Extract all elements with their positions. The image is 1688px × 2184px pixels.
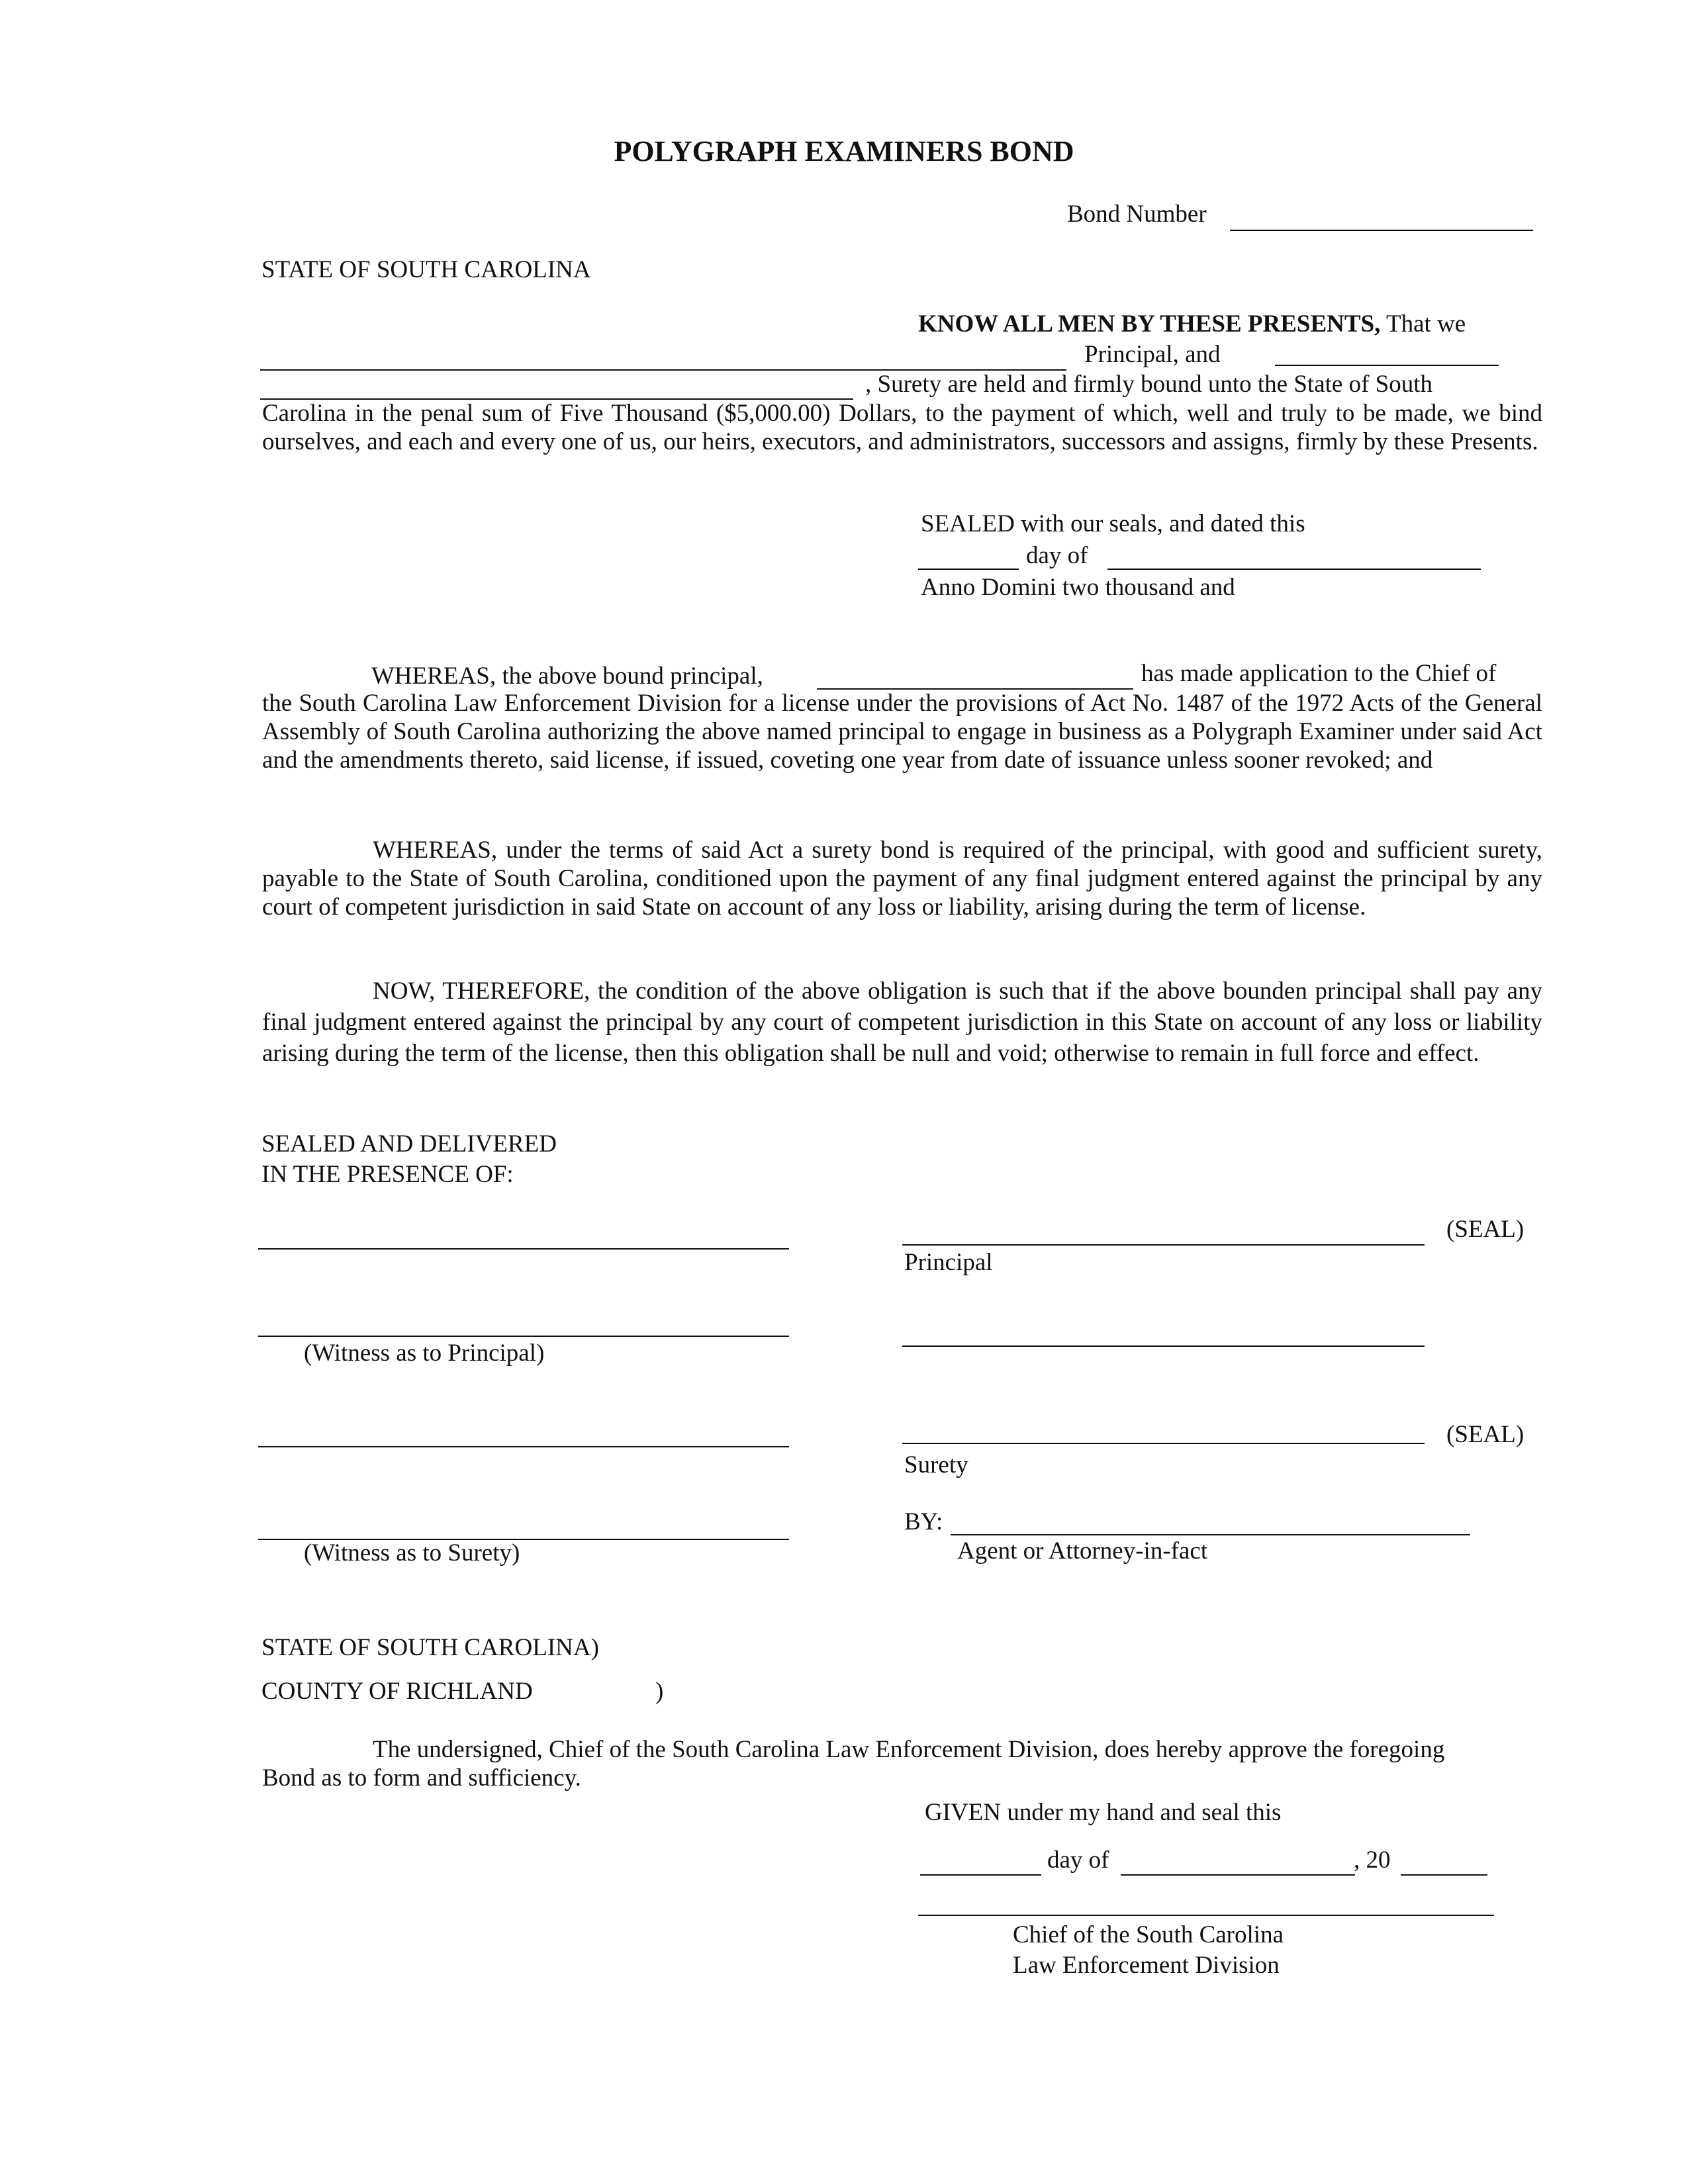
now-therefore-paragraph: NOW, THEREFORE, the condition of the above obligation is such that if the above bounden principal shall pay any final judgment entered against the principal by any court of competent jurisdiction in this State on account of any loss or liability arising during the term of the license, then this obligation shall be null and void; otherwise to remain in full force and effect.	[262, 978, 1542, 1067]
chief-line1: Chief of the South Carolina	[1013, 1921, 1284, 1948]
surety-signature-field[interactable]	[902, 1443, 1425, 1444]
venue-county-paren: )	[655, 1678, 664, 1705]
anno-domini-text: Anno Domini two thousand and	[921, 574, 1235, 601]
witness-principal-signature-2[interactable]	[258, 1336, 789, 1337]
given-year-prefix: , 20	[1354, 1846, 1391, 1874]
state-header: STATE OF SOUTH CAROLINA	[261, 256, 591, 283]
whereas1-body: the South Carolina Law Enforcement Division for a license under the provisions of Act No. 1487 of the 1972 Acts of the General Assembly of South Carolina authorizing the above named principal to engage in business as a Polygraph Examiner under said Act and the amendments thereto, said license, if issued, coveting one year from date of issuance unless sooner revoked; and	[262, 690, 1542, 774]
chief-signature-field[interactable]	[918, 1915, 1494, 1916]
sealed-delivered-line2: IN THE PRESENCE OF:	[261, 1161, 514, 1188]
surety-label: Surety	[904, 1451, 968, 1479]
sealed-day-field[interactable]	[918, 569, 1019, 570]
principal-signature-extra[interactable]	[902, 1345, 1425, 1347]
venue-county: COUNTY OF RICHLAND	[261, 1678, 533, 1705]
principal-field-extra[interactable]	[1275, 365, 1499, 366]
seal-1: (SEAL)	[1446, 1216, 1524, 1243]
whereas1-lead: WHEREAS, the above bound principal,	[371, 662, 763, 690]
chief-line2: Law Enforcement Division	[1013, 1952, 1280, 1979]
seal-2: (SEAL)	[1446, 1421, 1524, 1448]
witness-surety-signature-1[interactable]	[258, 1446, 789, 1447]
principal-and-text: Principal, and	[1084, 341, 1221, 368]
surety-held-text: , Surety are held and firmly bound unto the State of South	[865, 371, 1433, 398]
intro-paragraph: Carolina in the penal sum of Five Thousand ($5,000.00) Dollars, to the payment of which, well and truly to be made, we bind ourselves, and each and every one of us, our heirs, executors, and administrators, successors and assigns, firmly by these Presents.	[262, 400, 1542, 455]
bond-number-field[interactable]	[1230, 230, 1533, 231]
witness-principal-signature-1[interactable]	[258, 1248, 789, 1250]
by-label: BY:	[904, 1508, 943, 1535]
given-line1: GIVEN under my hand and seal this	[925, 1799, 1282, 1826]
whereas2-paragraph: WHEREAS, under the terms of said Act a surety bond is required of the principal, with good and sufficient surety, payable to the State of South Carolina, conditioned upon the payment of any final judgment entered against the principal by any court of competent jurisdiction in said State on account of any loss or liability, arising during the term of license.	[262, 837, 1542, 921]
given-year-field[interactable]	[1401, 1874, 1487, 1876]
principal-label: Principal	[904, 1249, 993, 1276]
agent-label: Agent or Attorney-in-fact	[957, 1537, 1208, 1565]
witness-principal-label: (Witness as to Principal)	[304, 1340, 545, 1367]
given-month-field[interactable]	[1121, 1874, 1355, 1876]
witness-surety-label: (Witness as to Surety)	[304, 1539, 520, 1567]
know-all-men-line	[918, 310, 1466, 339]
venue-state: STATE OF SOUTH CAROLINA)	[261, 1634, 599, 1661]
given-day-of-text: day of	[1047, 1846, 1109, 1874]
given-day-field[interactable]	[920, 1874, 1041, 1876]
page-title: POLYGRAPH EXAMINERS BOND	[614, 135, 1074, 167]
agent-signature-field[interactable]	[951, 1534, 1470, 1535]
sealed-day-of-text: day of	[1026, 542, 1088, 569]
bond-number-label: Bond Number	[1067, 201, 1207, 228]
sealed-month-field[interactable]	[1107, 569, 1481, 570]
sealed-delivered-line1: SEALED AND DELIVERED	[261, 1130, 557, 1158]
know-all-men-bold: KNOW ALL MEN BY THESE PRESENTS,	[918, 310, 1381, 338]
whereas1-cont: has made application to the Chief of	[1141, 660, 1497, 687]
that-we-text: That we	[1386, 310, 1466, 338]
sealed-dated-line1: SEALED with our seals, and dated this	[921, 510, 1305, 537]
approval-paragraph: The undersigned, Chief of the South Carolina Law Enforcement Division, does hereby approve the foregoing Bond as to form and sufficiency.	[262, 1736, 1445, 1792]
principal-signature-field[interactable]	[902, 1244, 1425, 1246]
